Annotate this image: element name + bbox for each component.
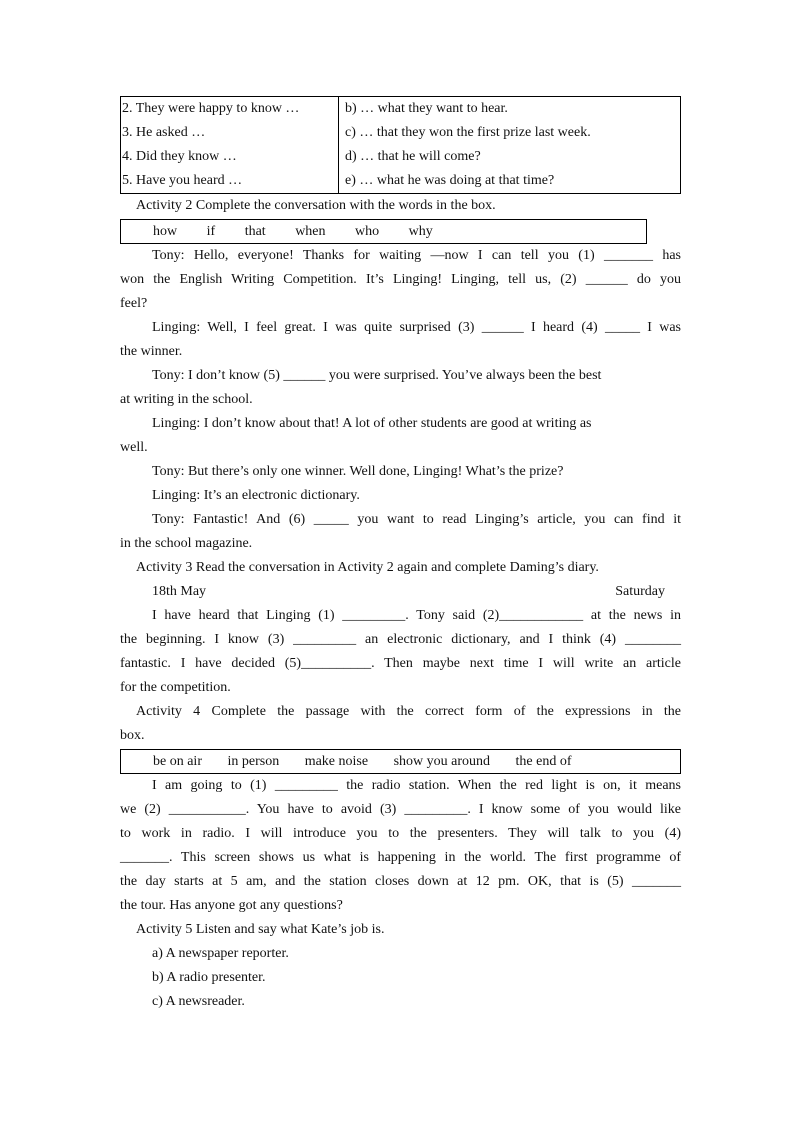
activity4-instruction-cont: box.	[120, 728, 145, 743]
dialogue-line: Linging: Well, I feel great. I was quite surprised (3) ______ I heard (4) _____ I was	[152, 320, 681, 335]
matching-table	[120, 96, 681, 194]
activity4-word-box	[120, 749, 681, 774]
passage-line: to work in radio. I will introduce you to the presenters. They will talk to you (4)	[120, 826, 681, 841]
activity2-word-box	[120, 219, 647, 244]
diary-line: I have heard that Linging (1) _________. Tony said (2)____________ at the news in	[152, 608, 681, 623]
dialogue-line: Tony: Hello, everyone! Thanks for waiting —now I can tell you (1) _______ has	[152, 248, 681, 263]
word-box-item: show you around	[393, 754, 491, 769]
word-box-item: how	[153, 224, 178, 239]
table-row	[121, 121, 681, 145]
answer-option: c) A newsreader.	[152, 994, 245, 1009]
dialogue-line: the winner.	[120, 344, 183, 359]
activity2-instruction: Activity 2 Complete the conversation with the words in the box.	[136, 198, 496, 213]
passage-line: _______. This screen shows us what is happening in the world. The first programme of	[120, 850, 681, 865]
table-cell-left: 5. Have you heard …	[121, 169, 339, 194]
activity5-instruction: Activity 5 Listen and say what Kate’s job is.	[136, 922, 385, 937]
diary-line: fantastic. I have decided (5)__________. Then maybe next time I will write an article	[120, 656, 681, 671]
table-cell-left: 3. He asked …	[121, 121, 339, 145]
table-row	[121, 169, 681, 194]
word-box-item: be on air	[153, 754, 202, 769]
dialogue-line: Tony: Fantastic! And (6) _____ you want to read Linging’s article, you can find it	[152, 512, 681, 527]
dialogue-line: feel?	[120, 296, 148, 311]
word-box-item: when	[295, 224, 326, 239]
word-box-item: in person	[227, 754, 280, 769]
dialogue-line: Tony: But there’s only one winner. Well done, Linging! What’s the prize?	[152, 464, 564, 479]
table-cell-right: c) … that they won the first prize last week.	[345, 125, 591, 140]
diary-date: 18th May	[152, 584, 207, 599]
table-cell-right: d) … that he will come?	[345, 149, 481, 164]
word-box-item: why	[408, 224, 433, 239]
passage-line: we (2) ___________. You have to avoid (3) _________. I know some of you would like	[120, 802, 681, 817]
activity3-instruction: Activity 3 Read the conversation in Activity 2 again and complete Daming’s diary.	[136, 560, 599, 575]
diary-date-row	[120, 580, 681, 604]
table-cell-right: e) … what he was doing at that time?	[345, 173, 555, 188]
passage-line: the tour. Has anyone got any questions?	[120, 898, 343, 913]
table-cell-right: b) … what they want to hear.	[345, 101, 508, 116]
answer-option: b) A radio presenter.	[152, 970, 266, 985]
dialogue-line: at writing in the school.	[120, 392, 253, 407]
diary-day: Saturday	[615, 584, 665, 599]
activity4-instruction: Activity 4 Complete the passage with the correct form of the expressions in the	[136, 704, 681, 719]
table-row	[121, 97, 681, 122]
word-box-item: that	[244, 224, 266, 239]
diary-line: the beginning. I know (3) _________ an electronic dictionary, and I think (4) ________	[120, 632, 681, 647]
worksheet-page	[120, 96, 681, 1014]
dialogue-line: in the school magazine.	[120, 536, 253, 551]
dialogue-line: Tony: I don’t know (5) ______ you were surprised. You’ve always been the best	[152, 368, 602, 383]
passage-line: the day starts at 5 am, and the station closes down at 12 pm. OK, that is (5) _______	[120, 874, 681, 889]
table-row	[121, 145, 681, 169]
passage-line: I am going to (1) _________ the radio station. When the red light is on, it means	[152, 778, 681, 793]
diary-line: for the competition.	[120, 680, 231, 695]
word-box-item: who	[355, 224, 380, 239]
dialogue-line: Linging: It’s an electronic dictionary.	[152, 488, 360, 503]
table-cell-left: 4. Did they know …	[121, 145, 339, 169]
table-cell-left: 2. They were happy to know …	[121, 97, 339, 122]
word-box-item: if	[206, 224, 216, 239]
dialogue-line: Linging: I don’t know about that! A lot of other students are good at writing as	[152, 416, 592, 431]
dialogue-line: well.	[120, 440, 148, 455]
word-box-item: the end of	[515, 754, 572, 769]
word-box-item: make noise	[304, 754, 369, 769]
answer-option: a) A newspaper reporter.	[152, 946, 289, 961]
dialogue-line: won the English Writing Competition. It’s Linging! Linging, tell us, (2) ______ do you	[120, 272, 681, 287]
